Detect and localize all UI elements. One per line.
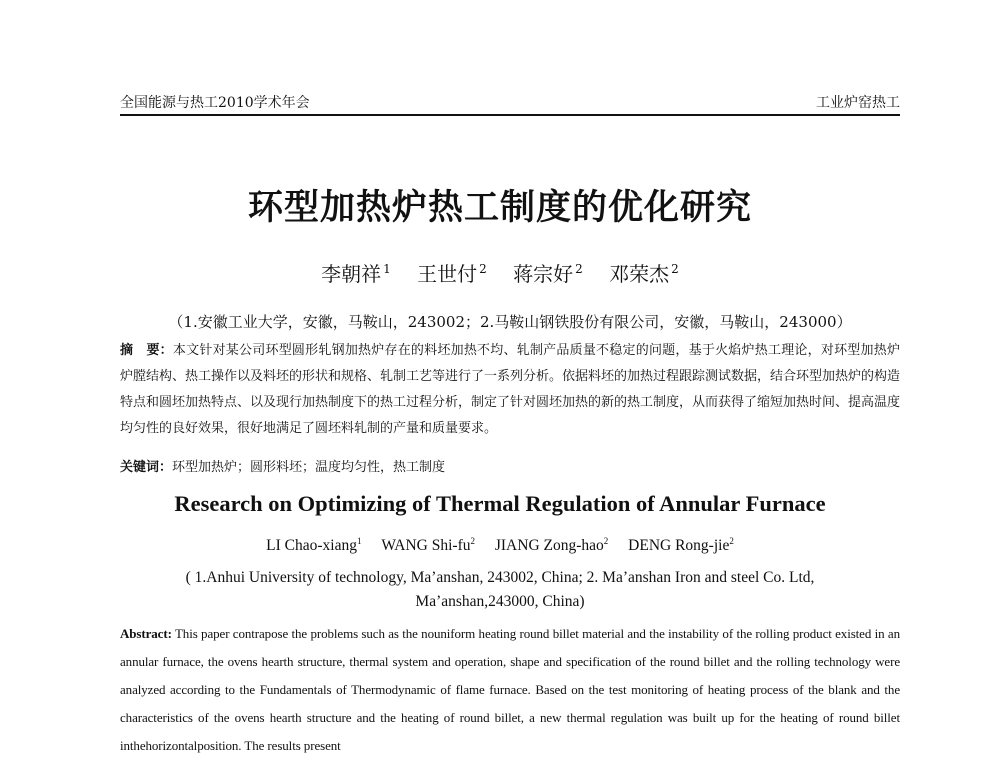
author: 李朝祥 $^1$ [321,262,391,286]
author: 邓荣杰 $^2$ [609,262,679,286]
keywords-cn-text: 环型加热炉；圆形料坯；温度均匀性，热工制度 [172,460,446,475]
paper-title-en: Research on Optimizing of Thermal Regulation of Annular Furnace [174,491,826,516]
author: 蒋宗好 $^2$ [513,262,583,286]
affiliation-cn: （1.安徽工业大学，安徽，马鞍山，243002；2.马鞍山钢铁股份有限公司，安徽，马鞍山，243000） [168,313,852,331]
author-en: JIANG Zong-hao$^2$ [494,536,609,555]
abstract-en-text: This paper contrapose the problems such as the nouniform heating round billet material and the instability of the rolling product existed in an annular furnace, the ovens hearth structure, thermal system and operation, shape and specification of the round billet and the rolling technology were analyzed according to the Fundamentals of Thermodynamic of flame furnace. Based on the test monitoring of heating process of the blank and the characteristics of the ovens hearth structure and the heating of round billet, a new thermal regulation was built up for the heating of round billet inthehorizontalposition. The results present [120,626,900,753]
abstract-cn-label: 摘 要： [120,343,173,358]
keywords-cn-label: 关键词： [120,460,173,475]
abstract-cn [120,338,900,442]
keywords-cn [120,456,900,475]
author-list-en [0,536,1000,555]
header-left: 全国能源与热工2010学术年会 [120,95,310,111]
author-en: WANG Shi-$fu^2$ [381,536,475,555]
affiliation-en-line2: Ma’anshan,243000, China) [415,593,585,610]
abstract-cn-text: 本文针对某公司环型圆形轧钢加热炉存在的料坯加热不均、轧制产品质量不稳定的问题，基于火焰炉热工理论，对环型加热炉炉膛结构、热工操作以及料坯的形状和规格、轧制工艺等进行了一系列分析。依据料坯的加热过程跟踪测试数据，结合环型加热炉的构造特点和圆坯加热特点、以及现行加热制度下的热工过程分析，制定了针对圆坯加热的新的热工制度，从而获得了缩短加热时间、提高温度均匀性的良好效果，很好地满足了圆坯料轧制的产量和质量要求。 [120,343,901,436]
author: 王世付 $^2$ [417,262,487,286]
author-list [0,258,1000,287]
paper-title: 环型加热炉热工制度的优化研究 [247,187,752,228]
header-right: 工业炉窑热工 [816,95,900,111]
author-en: LI Chao-xiang$^1$ [266,536,362,555]
abstract-en [120,620,900,760]
affiliation-en-line1: ( 1.Anhui University of technology, Ma’anshan, 243002, China; 2. Ma’anshan Iron and steel Co. Ltd, [185,569,815,586]
author-en: DENG Rong-jie$^2$ [628,536,734,555]
running-header [120,92,900,116]
abstract-en-label: Abstract: [120,626,172,641]
affiliation-en [0,566,1000,614]
